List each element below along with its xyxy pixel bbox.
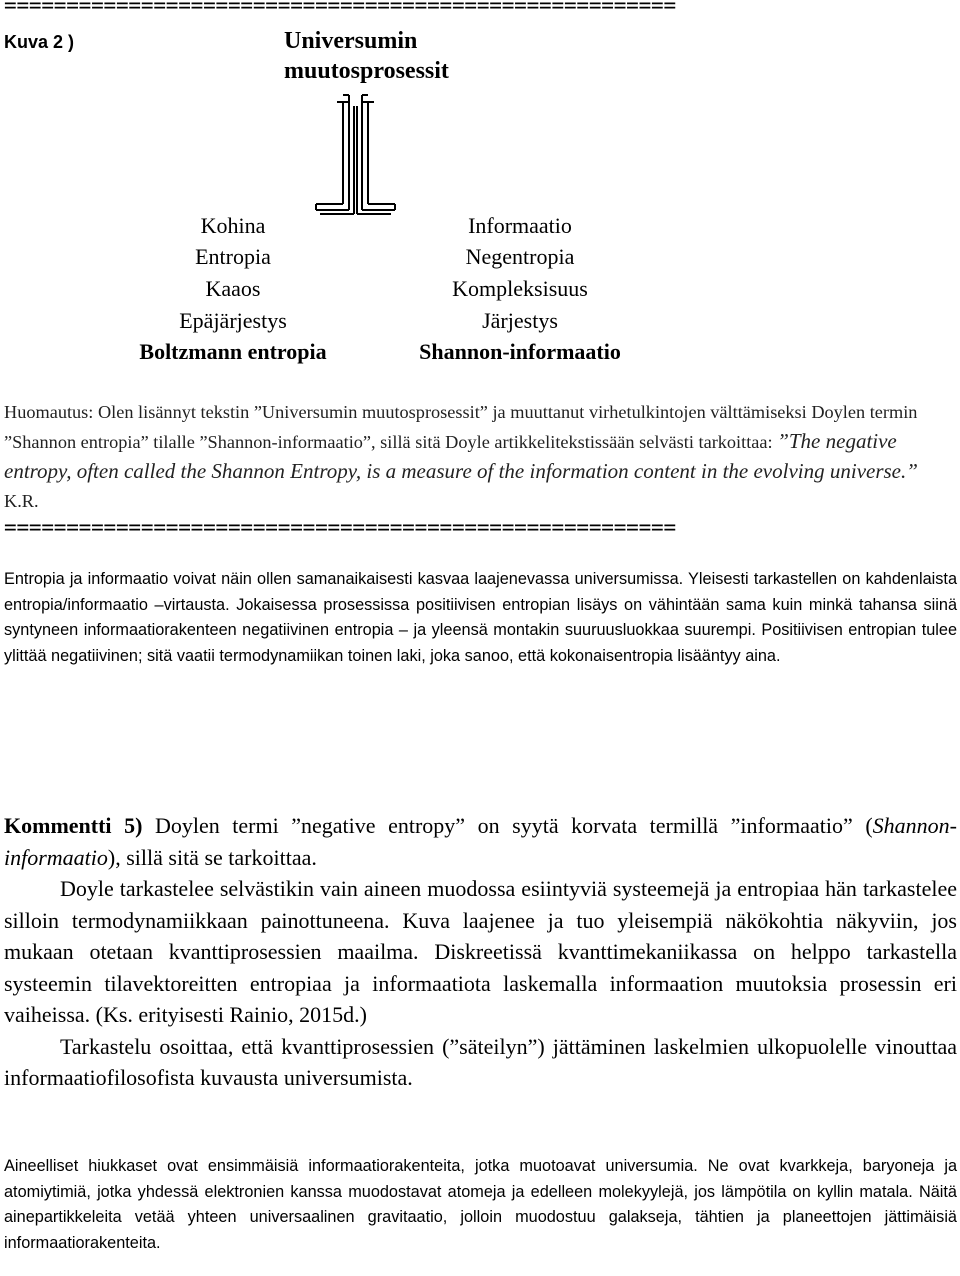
right-item-negentropia: Negentropia (465, 244, 575, 269)
paragraph1-text2: Positiivisen entropian tulee ylittää negatiivinen; sitä vaatii termodynamiikan toinen laki, joka sanoo, että kokonaisentropia lisääntyy aina. (4, 621, 957, 665)
left-item-entropia: Entropia (195, 244, 271, 269)
kommentti-intro (4, 810, 957, 873)
right-item-informaatio: Informaatio (468, 213, 572, 238)
figure-title-line2: muutosprosessit (284, 58, 449, 84)
branch-arrows-diagram (0, 90, 960, 220)
paragraph-entropy-information (4, 567, 957, 669)
figure-note (4, 398, 954, 516)
kommentti-5-section (4, 810, 957, 1094)
figure-label: Kuva 2 ) (4, 32, 75, 52)
kommentti-paragraph-3: Tarkastelu osoittaa, että kvanttiprosessien (”säteilyn”) jättäminen laskelmien ulkopuolelle vinouttaa informaatiofilosofista kuvausta universumista. (4, 1033, 957, 1090)
right-item-shannon-informaatio: Shannon-informaatio (419, 339, 621, 364)
left-item-kohina: Kohina (200, 213, 266, 238)
left-item-epajarjestys: Epäjärjestys (179, 308, 287, 333)
top-rule: ====================================================== (4, 0, 676, 17)
left-item-kaaos: Kaaos (205, 276, 261, 301)
note-text: Huomautus: Olen lisännyt tekstin ”Universumin muutosprosessit” ja muuttanut virhetulkintojen välttämiseksi Doylen termin ”Shannon entropia” tilalle ”Shannon-informaatio”, sillä sitä Doyle artikkelitekstissään selvästi tarkoittaa: (4, 402, 918, 452)
kommentti-label: Kommentti 5) (4, 813, 143, 838)
right-item-kompleksisuus: Kompleksisuus (452, 276, 588, 301)
note-quote: ”The negative entropy, often called the Shannon Entropy, is a measure of the information content in the evolving universe.” (4, 429, 918, 483)
left-item-boltzmann-entropia: Boltzmann entropia (139, 339, 327, 364)
kommentti-intro-text: Doylen termi ”negative entropy” on syytä korvata termillä ”informaatio” ( (142, 813, 873, 838)
paragraph1-text1: Entropia ja informaatio voivat näin ollen samanaikaisesti kasvaa laajenevassa universumissa. Yleisesti tarkastellen on kahdenlaista entropia/informaatio –virtausta. Jokaisessa prosessissa positiivisen entropian lisäys on vähintään sama kuin minkä tahansa siinä syntyneen informaatiorakenteen negatiivinen entropia – ja yleensä montakin suuruusluokkaa suurempi. (4, 570, 957, 640)
kommentti-intro-italic: Shannon-informaatio (4, 813, 957, 870)
paragraph-material-particles: Aineelliset hiukkaset ovat ensimmäisiä informaatiorakenteita, jotka muotoavat universumia. Ne ovat kvarkkeja, baryoneja ja atomiytimiä, jotka yhdessä elektronien kanssa muodostavat atomeja ja edelleen molekyylejä, jos lämpötila on kyllin matala. Näitä ainepartikkeleita vetää yhteen universaalinen gravitaatio, jolloin muodostuu galakseja, tähtien ja planeettojen jättimäisiä informaatiorakenteita. (4, 1157, 957, 1252)
left-branch-arrow (316, 95, 354, 214)
figure-title-line1: Universumin (284, 28, 418, 54)
right-branch-arrow (357, 95, 395, 214)
right-item-jarjestys: Järjestys (482, 308, 558, 333)
note-signature: K.R. (4, 491, 39, 511)
mid-rule: ====================================================== (4, 515, 676, 539)
kommentti-paragraph-2: Doyle tarkastelee selvästikin vain aineen muodossa esiintyviä systeemejä ja entropiaa hän tarkastelee silloin termodynamiikkaan painottuneena. Kuva laajenee ja tuo yleisempiä näkökohtia näkyviin, jos mukaan otetaan kvanttiprosessien maailma. Diskreetissä kvanttimekaniikassa on helppo tarkastella systeemin tilavektoreitten entropiaa ja informaatiota laskemalla informaation muutoksia prosessin eri vaiheissa. (Ks. erityisesti Rainio, 2015d.) (4, 876, 957, 1027)
kommentti-intro-end: ), sillä sitä se tarkoittaa. (107, 844, 317, 870)
